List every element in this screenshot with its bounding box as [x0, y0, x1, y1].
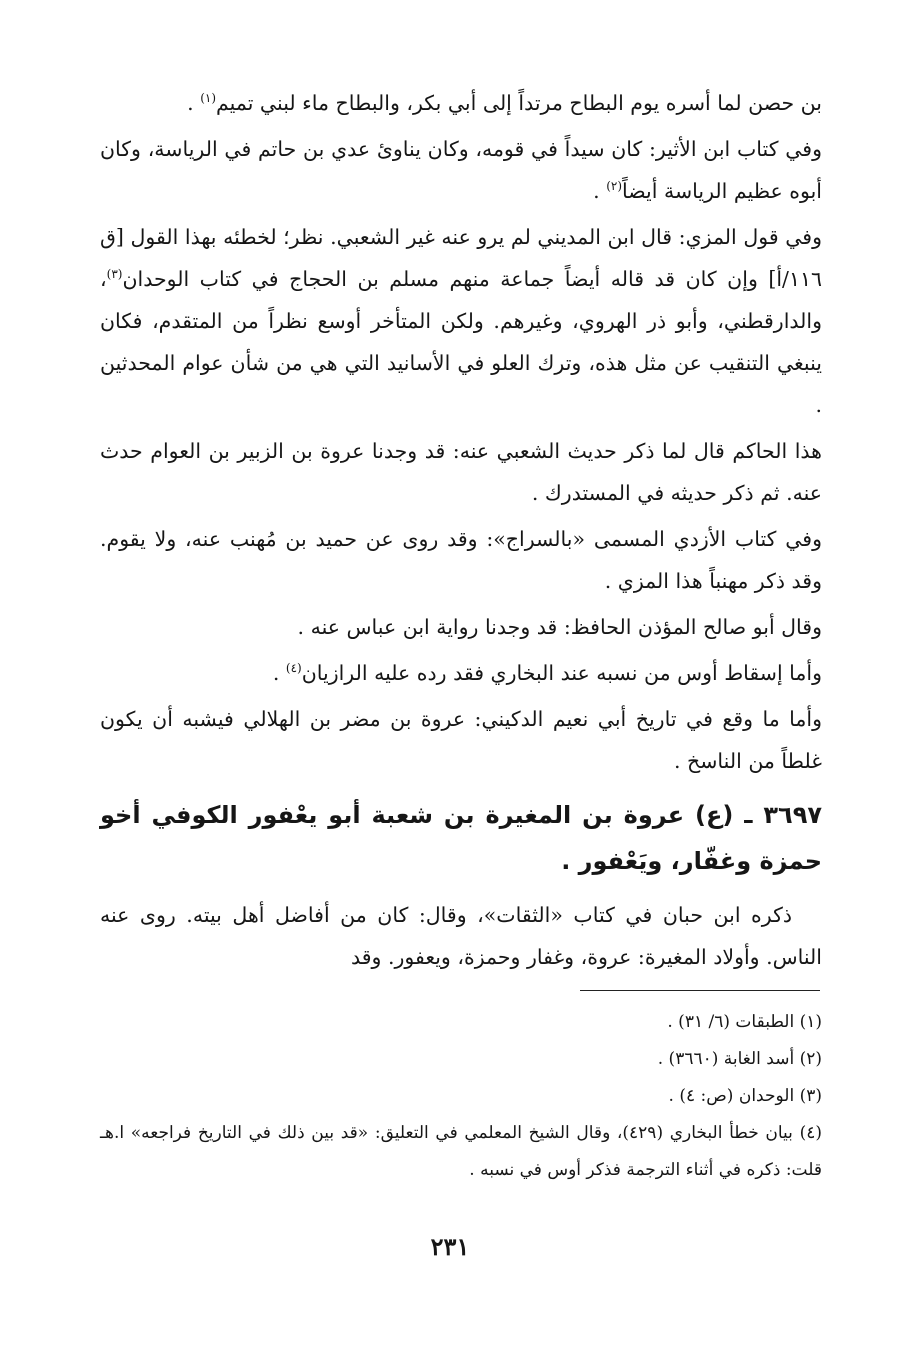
footnote-ref[interactable]: (٣): [106, 267, 123, 282]
page-number: ٢٣١: [430, 1232, 470, 1261]
main-text: [100, 82, 822, 982]
paragraph-7: وأما إسقاط أوس من نسبه عند البخاري فقد رده عليه الرازيان$^{(٤)}$ .: [272, 661, 822, 685]
paragraph-3: وفي قول المزي: قال ابن المديني لم يرو عنه غير الشعبي. نظر؛ لخطئه بهذا القول [ق ١١٦/أ] وإن كان قد قاله أيضاً جماعة منهم مسلم بن الحجاج في كتاب الوحدان$^{(٣)}$، والدارقطني، وأبو ذر الهروي، وغيرهم. ولكن المتأخر أوسع نظراً من المتقدم، فكان ينبغي التنقيب عن مثل هذه، وترك العلو في الأسانيد التي هي من شأن عوام المحدثين .: [100, 225, 822, 417]
paragraph-6: وقال أبو صالح المؤذن الحافظ: قد وجدنا رواية ابن عباس عنه .: [297, 615, 822, 639]
footnote-separator: [580, 990, 820, 991]
paragraph-1: بن حصن لما أسره يوم البطاح مرتداً إلى أبي بكر، والبطاح ماء لبني تميم$^{(١)}$ .: [187, 91, 822, 115]
entry-paragraph: ذكره ابن حبان في كتاب «الثقات»، وقال: كان من أفاضل أهل بيته. روى عنه الناس. وأولاد المغيرة: عروة، وغفار وحمزة، ويعفور. وقد: [100, 903, 822, 969]
entry-heading: ٣٦٩٧ ـ (ع) عروة بن المغيرة بن شعبة أبو يعْفور الكوفي أخو حمزة وغفّار، ويَعْفور .: [100, 801, 822, 875]
footnote-ref[interactable]: (٢): [606, 179, 623, 194]
footnotes: [100, 1004, 822, 1189]
paragraph-5: وفي كتاب الأزدي المسمى «بالسراج»: وقد روى عن حميد بن مُهنب عنه، ولا يقوم. وقد ذكر مهنباً هذا المزي .: [100, 527, 822, 593]
paragraph-2: وفي كتاب ابن الأثير: كان سيداً في قومه، وكان يناوئ عدي بن حاتم في الرياسة، وكان أبوه عظيم الرياسة أيضاً$^{(٢)}$ .: [100, 137, 822, 203]
footnote-1: (١) الطبقات (٦/ ٣١) .: [667, 1012, 822, 1032]
footnote-4: (٤) بيان خطأ البخاري (٤٢٩)، وقال الشيخ المعلمي في التعليق: «قد بين ذلك في التاريخ فراجعه» ا.هـ قلت: ذكره في أثناء الترجمة فذكر أوس في نسبه .: [100, 1123, 822, 1180]
paragraph-4: هذا الحاكم قال لما ذكر حديث الشعبي عنه: قد وجدنا عروة بن الزبير بن العوام حدث عنه. ثم ذكر حديثه في المستدرك .: [100, 439, 822, 505]
footnote-2: (٢) أسد الغابة (٣٦٦٠) .: [657, 1049, 822, 1069]
footnote-ref[interactable]: (١): [200, 91, 217, 106]
paragraph-8: وأما ما وقع في تاريخ أبي نعيم الدكيني: عروة بن مضر بن الهلالي فيشبه أن يكون غلطاً من الناسخ .: [100, 707, 822, 773]
footnote-ref[interactable]: (٤): [285, 661, 302, 676]
footnote-3: (٣) الوحدان (ص: ٤) .: [668, 1086, 822, 1106]
